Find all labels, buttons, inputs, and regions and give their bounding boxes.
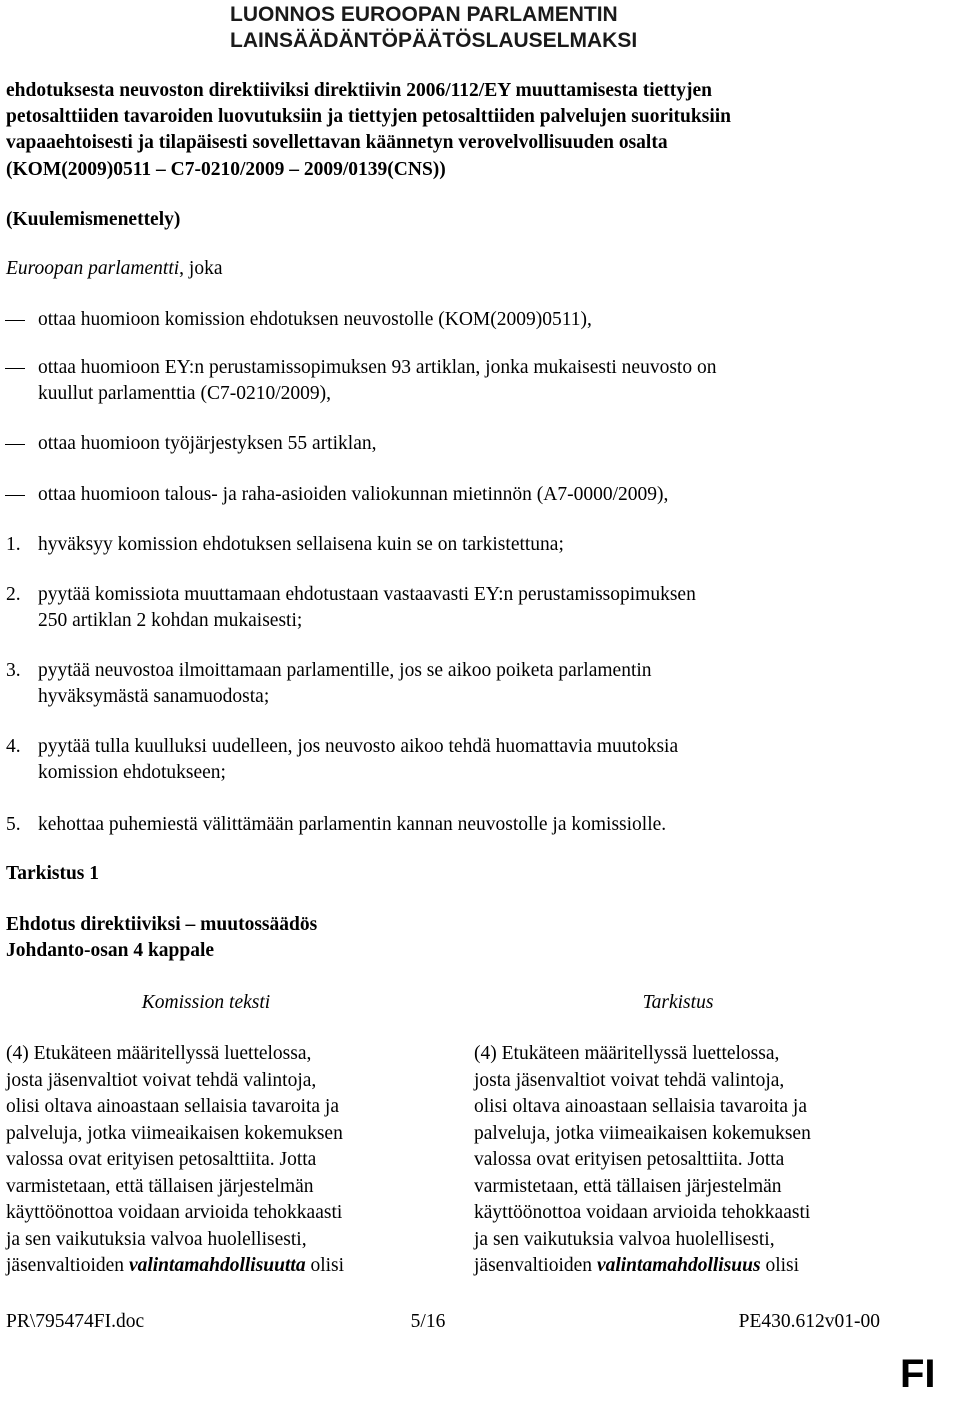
title-line-3: vapaaehtoisesti ja tilapäisesti sovellettavan käännetyn verovelvollisuuden osalta (6, 132, 668, 153)
left-line-1: (4) Etukäteen määritellyssä luettelossa, (6, 1043, 312, 1064)
point-4-number: 4. (6, 736, 21, 757)
left-line-6: varmistetaan, että tällaisen järjestelmän (6, 1175, 314, 1197)
right-line-9 (474, 1253, 811, 1280)
point-2-line-2: 250 artiklan 2 kohdan mukaisesti; (38, 610, 303, 631)
header-line-2: LAINSÄÄDÄNTÖPÄÄTÖSLAUSELMAKSI (230, 29, 638, 52)
title-line-1: ehdotuksesta neuvoston direktiiviksi direktiivin 2006/112/EY muuttamisesta tiettyjen (6, 80, 713, 101)
point-1-line-1: hyväksyy komission ehdotuksen sellaisena kuin se on tarkistettuna; (38, 534, 564, 555)
right-line-6: varmistetaan, että tällaisen järjestelmän (474, 1175, 782, 1197)
recital-1 (0, 307, 960, 333)
left-line-9-pre: jäsenvaltioiden (6, 1255, 129, 1276)
right-line-9-pre: jäsenvaltioiden (474, 1255, 597, 1276)
left-line-9-emphasis: valintamahdollisuutta (128, 1255, 306, 1276)
dash-bullet (5, 368, 25, 369)
header-line-1: LUONNOS EUROOPAN PARLAMENTIN (230, 3, 618, 26)
column-header-commission-text: Komission teksti (141, 992, 271, 1013)
right-line-4: palveluja, jotka viimeaikaisen kokemuksen (474, 1122, 811, 1144)
point-5-number: 5. (6, 814, 21, 835)
point-4-line-1: pyytää tulla kuulluksi uudelleen, jos neuvosto aikoo tehdä huomattavia muutoksia (38, 736, 679, 757)
recital-2 (0, 355, 960, 407)
point-4-line-2: komission ehdotukseen; (38, 762, 226, 783)
point-3-line-1: pyytää neuvostoa ilmoittamaan parlamentille, jos se aikoo poiketa parlamentin (38, 660, 652, 681)
left-line-7: käyttöönottoa voidaan arvioida tehokkaasti (6, 1202, 343, 1223)
right-line-2: josta jäsenvaltiot voivat tehdä valintoja, (474, 1069, 785, 1091)
recital-4-line-1: ottaa huomioon talous- ja raha-asioiden valiokunnan mietinnön (A7-0000/2009), (38, 484, 669, 505)
left-line-9 (6, 1253, 344, 1280)
right-line-5: valossa ovat erityisen petosalttiita. Jotta (474, 1149, 785, 1170)
right-line-7: käyttöönottoa voidaan arvioida tehokkaasti (474, 1202, 811, 1223)
right-line-9-emphasis: valintamahdollisuus (596, 1255, 761, 1276)
left-line-3: olisi oltava ainoastaan sellaisia tavaroita ja (6, 1096, 340, 1117)
left-line-5: valossa ovat erityisen petosalttiita. Jotta (6, 1149, 317, 1170)
footer-doc-ref: PR\795474FI.doc (6, 1311, 145, 1332)
dash-bullet (5, 495, 25, 496)
recital-2-line-2: kuullut parlamenttia (C7-0210/2009), (38, 383, 331, 404)
footer-language-code: FI (900, 1352, 936, 1396)
right-line-3: olisi oltava ainoastaan sellaisia tavaroita ja (474, 1096, 808, 1117)
amendment-label: Tarkistus 1 (6, 863, 100, 884)
recital-1-line-1: ottaa huomioon komission ehdotuksen neuvostolle (KOM(2009)0511), (38, 309, 592, 330)
point-2 (0, 582, 960, 634)
recital-3-line-1: ottaa huomioon työjärjestyksen 55 artiklan, (38, 433, 377, 454)
point-1 (0, 532, 960, 558)
point-3 (0, 658, 960, 710)
column-header-amendment: Tarkistus (642, 992, 714, 1013)
footer-page-number: 5/16 (410, 1311, 446, 1332)
footer-pe-ref: PE430.612v01-00 (738, 1311, 880, 1332)
procedure-label: (Kuulemismenettely) (6, 209, 181, 230)
amendment-text-column (474, 1041, 811, 1280)
point-1-number: 1. (6, 534, 21, 555)
point-5 (0, 812, 960, 838)
point-2-line-1: pyytää komissiota muuttamaan ehdotustaan vastaavasti EY:n perustamissopimuksen (38, 584, 696, 605)
point-4 (0, 734, 960, 786)
title-line-4: (KOM(2009)0511 – C7-0210/2009 – 2009/0139(CNS)) (6, 159, 446, 180)
amendment-section: Johdanto-osan 4 kappale (6, 940, 215, 961)
recital-3 (0, 431, 960, 457)
point-3-line-2: hyväksymästä sanamuodosta; (38, 686, 270, 707)
point-5-line-1: kehottaa puhemiestä välittämään parlamentin kannan neuvostolle ja komissiolle. (38, 814, 667, 835)
dash-bullet (5, 444, 25, 445)
left-line-4: palveluja, jotka viimeaikaisen kokemuksen (6, 1122, 343, 1144)
left-line-8: ja sen vaikutuksia valvoa huolellisesti, (6, 1228, 307, 1250)
parliament-intro-rest: , joka (179, 258, 223, 279)
title-line-2: petosalttiiden tavaroiden luovutuksiin ja tiettyjen petosalttiiden palvelujen suorituksiin (6, 106, 732, 127)
right-line-8: ja sen vaikutuksia valvoa huolellisesti, (474, 1228, 775, 1250)
dash-bullet (5, 320, 25, 321)
parliament-intro (6, 256, 222, 282)
left-line-2: josta jäsenvaltiot voivat tehdä valintoja, (6, 1069, 317, 1091)
amendment-proposal-title: Ehdotus direktiiviksi – muutossäädös (6, 914, 318, 935)
point-2-number: 2. (6, 584, 21, 605)
left-line-9-post: olisi (305, 1255, 345, 1276)
parliament-intro-italic: Euroopan parlamentti (6, 258, 180, 279)
recital-2-line-1: ottaa huomioon EY:n perustamissopimuksen 93 artiklan, jonka mukaisesti neuvosto on (38, 357, 717, 378)
point-3-number: 3. (6, 660, 21, 681)
commission-text-column (6, 1041, 344, 1280)
recital-4 (0, 482, 960, 508)
right-line-9-post: olisi (760, 1255, 800, 1276)
right-line-1: (4) Etukäteen määritellyssä luettelossa, (474, 1043, 780, 1064)
